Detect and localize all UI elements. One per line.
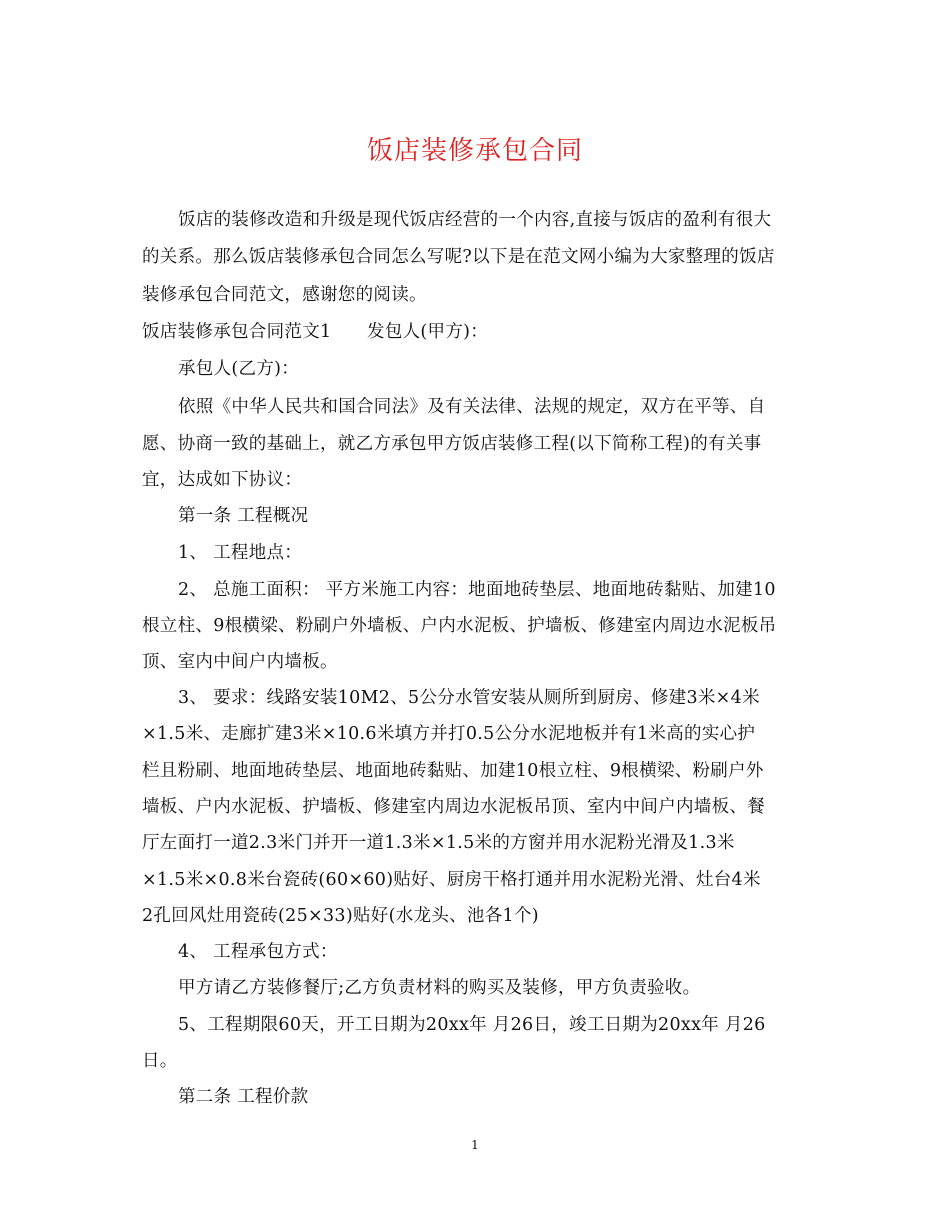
paragraph-line: 甲方请乙方装修餐厅;乙方负责材料的购买及装修，甲方负责验收。 (178, 978, 701, 998)
paragraph-line: 愿、协商一致的基础上，就乙方承包甲方饭店装修工程(以下简称工程)的有关事 (142, 434, 762, 454)
paragraph-line: 5、工程期限60天，开工日期为20xx年 月26日，竣工日期为20xx年 月26 (178, 1015, 766, 1035)
paragraph-line: 顶、室内中间户内墙板。 (142, 652, 338, 672)
paragraph-line: ×1.5米、走廊扩建3米×10.6米填方并打0.5公分水泥地板并有1米高的实心护 (142, 724, 756, 744)
paragraph-line: 厅左面打一道2.3米门并开一道1.3米×1.5米的方窗并用水泥粉光滑及1.3米 (142, 833, 735, 853)
paragraph-line: 依照《中华人民共和国合同法》及有关法律、法规的规定，双方在平等、自 (178, 397, 766, 417)
section-heading: 第二条 工程价款 (178, 1087, 309, 1107)
paragraph-line: 承包人(乙方)： (178, 359, 300, 379)
paragraph-line: 装修承包合同范文，感谢您的阅读。 (142, 285, 427, 305)
paragraph-line: 2、 总施工面积： 平方米施工内容：地面地砖垫层、地面地砖黏贴、加建10 (178, 580, 776, 600)
paragraph-line: 日。 (142, 1051, 178, 1071)
paragraph-line: 根立柱、9根横梁、粉刷户外墙板、户内水泥板、护墙板、修建室内周边水泥板吊 (142, 616, 777, 636)
page-number: 1 (471, 1138, 479, 1152)
paragraph-line: 1、 工程地点： (178, 543, 303, 563)
paragraph-line: 4、 工程承包方式： (178, 942, 338, 962)
paragraph-line: 栏且粉刷、地面地砖垫层、地面地砖黏贴、加建10根立柱、9根横梁、粉刷户外 (142, 761, 764, 781)
paragraph-line: 墙板、户内水泥板、护墙板、修建室内周边水泥板吊顶、室内中间户内墙板、餐 (142, 797, 765, 817)
paragraph-line: ×1.5米×0.8米台瓷砖(60×60)贴好、厨房干格打通并用水泥粉光滑、灶台4米 (142, 870, 761, 890)
paragraph-line: 3、 要求：线路安装10M2、5公分水管安装从厕所到厨房、修建3米×4米 (178, 688, 760, 708)
paragraph-line: 饭店的装修改造和升级是现代饭店经营的一个内容,直接与饭店的盈利有很大 (178, 210, 772, 230)
paragraph-line: 宜，达成如下协议： (142, 470, 303, 490)
paragraph-line: 的关系。那么饭店装修承包合同怎么写呢?以下是在范文网小编为大家整理的饭店 (142, 247, 775, 267)
page-title: 饭店装修承包合同 (366, 136, 583, 166)
paragraph-line: 饭店装修承包合同范文1 发包人(甲方)： (142, 322, 489, 342)
paragraph-line: 2孔回风灶用瓷砖(25×33)贴好(水龙头、池各1个) (142, 906, 539, 926)
section-heading: 第一条 工程概况 (178, 506, 309, 526)
